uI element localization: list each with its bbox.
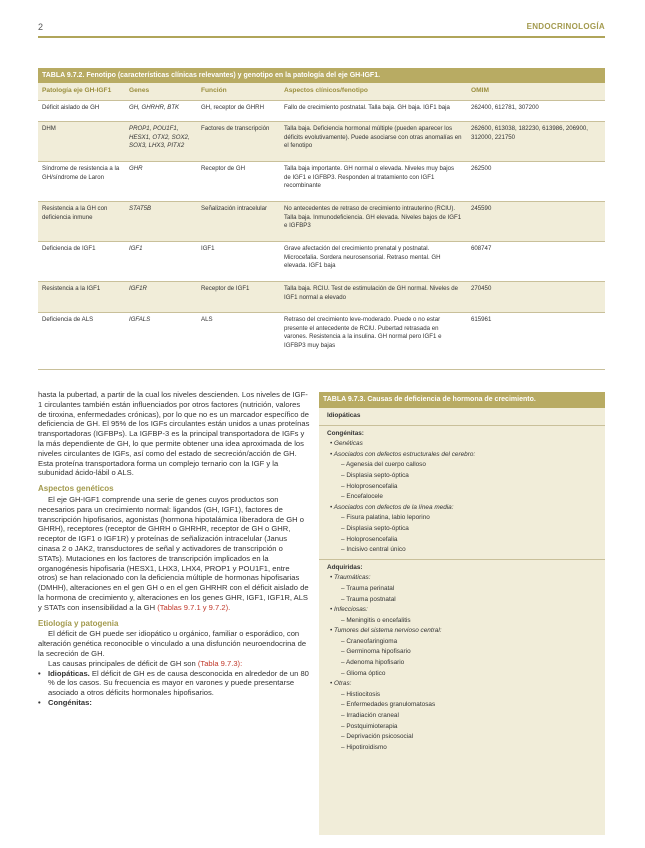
heading-etiology: Etiología y patogenia [38, 618, 119, 628]
table-reference-link[interactable]: (Tabla 9.7.3): [197, 658, 243, 668]
phenotype-table [38, 68, 605, 370]
cell-clinical: No antecedentes de retraso de crecimiento intrauterino (RCIU). Talla baja. Inmunodeficiencia. GH elevada. Niveles bajos de IGF1 e IGFBP3 [284, 205, 462, 230]
cell-function: Receptor de GH [201, 165, 246, 172]
cell-genes: IGF1R [129, 285, 147, 292]
cell-omim: 245590 [471, 205, 492, 212]
list-subitem: – Displasia septo-óptica [341, 524, 409, 532]
table-caption: TABLA 9.7.3. Causas de deficiencia de hormona de crecimiento. [319, 392, 605, 408]
cell-clinical: Talla baja. RCIU. Test de estimulación de GH normal. Niveles de IGF1 normal a elevado [284, 285, 458, 301]
table-reference-link[interactable]: (Tablas 9.7.1 y 9.7.2). [157, 602, 231, 612]
table-row [38, 241, 605, 281]
list-subitem: – Adenoma hipofisario [341, 659, 405, 667]
cell-omim: 270450 [471, 285, 492, 292]
list-subitem: – Postquimioterapia [341, 722, 398, 730]
list-subitem: – Holoprosencefalia [341, 535, 398, 543]
main-text-column [38, 390, 310, 708]
paragraph: hasta la pubertad, a partir de la cual los niveles descienden. Los niveles de IGF-1 circulantes también están influenciados por otros factores (nutrición, valores de tiroxina, enfermedades crónicas), por lo que no es un marcador específico de deficiencia de GH. El 95% de los IGFs circulantes están unidos a unas proteínas transportadoras (IGFBPs). La IGFBP-3 es la principal transportadora de IGFs y la más dependiente de GH, lo que permite obtener una idea aproximada de los niveles circulantes de IGFs, así como del estado de secreción/acción de GH. Esta proteína transportadora forma un complejo ternario con la IGF y la subunidad ácido-lábil o ALS. [38, 390, 310, 478]
cell-function: ALS [201, 316, 213, 323]
list-subitem: – Irradiación craneal [341, 712, 399, 720]
cell-pathology: Resistencia a la IGF1 [42, 285, 101, 292]
cell-pathology: Deficiencia de IGF1 [42, 245, 96, 252]
table-caption: TABLA 9.7.2. Fenotipo (características clínicas relevantes) y genotipo en la patología del eje GH-IGF1. [38, 68, 605, 83]
causes-table [319, 392, 605, 835]
cell-clinical: Talla baja importante. GH normal o elevada. Niveles muy bajos de IGF1 e IGFBP3. Responden al tratamiento con IGF1 recombinante [284, 165, 455, 190]
section-title: ENDOCRINOLOGÍA [526, 22, 605, 31]
table-row [38, 281, 605, 312]
list-subitem: – Craneofaringioma [341, 637, 398, 645]
cell-omim: 608747 [471, 245, 492, 252]
cell-pathology: Déficit aislado de GH [42, 104, 100, 111]
list-item: • Asociados con defectos de la línea media: [330, 503, 454, 511]
cell-function: GH, receptor de GHRH [201, 104, 264, 111]
list-subitem: – Enfermedades granulomatosas [341, 701, 436, 709]
list-subitem: – Histiocitosis [341, 690, 381, 698]
list-subitem: – Fisura palatina, labio leporino [341, 514, 430, 522]
list-subitem: – Deprivación psicosocial [341, 733, 414, 741]
list-subitem: – Hipotiroidismo [341, 743, 387, 751]
cell-clinical: Fallo de crecimiento postnatal. Talla baja. GH baja. IGF1 baja [284, 104, 450, 111]
list-item: • Otras: [330, 680, 352, 688]
cell-genes: IGFALS [129, 316, 151, 323]
list-subitem: – Glioma óptico [341, 669, 386, 677]
cell-function: IGF1 [201, 245, 215, 252]
table-row [38, 201, 605, 241]
list-item: • Congénitas: [38, 698, 310, 708]
cell-genes: STAT5B [129, 205, 152, 212]
list-subitem: – Germinoma hipofisario [341, 648, 411, 656]
list-subitem: – Trauma postnatal [341, 595, 396, 603]
list-item: • Traumáticas: [330, 574, 371, 582]
paragraph: El eje GH-IGF1 comprende una serie de genes cuyos productos son necesarios para un crecimiento normal: ligandos (GH, IGF1), factores de transcripción hipofisarios, agonistas (hormona hipotalámica liberadora de GH o GHRH), receptores (receptor de GHRH o GHRHR, receptor de GH o GHR, receptor de IGF1 o IGF1R) y proteínas de señalización intracelular (Janus cinasa 2 o JAK2, transductores de señal y activadores de transcripción o STATs). Mutaciones en los factores de transcripción implicados en la organogénesis hipofisaria (HESX1, LHX3, LHX4, PROP1 y POU1F1, entre otros) se han relacionado con la deficiencia múltiple de hormonas hipofisarias (DMHH), alteraciones en el gen GH o en el gen GHRHR con el déficit aislado de la hormona de crecimiento y, alteraciones en los genes GHR, IGF1, IGF1R, ALS y STATs con insensibilidad a la GH (Tablas 9.7.1 y 9.7.2). [38, 494, 309, 612]
col-pathology: Patología eje GH-IGF1 [42, 87, 112, 94]
col-clinical: Aspectos clínicos/fenotipo [284, 87, 368, 94]
cell-genes: PROP1, POU1F1, HESX1, OTX2, SOX2, SOX3, LHX3, PITX2 [129, 125, 190, 150]
table-row [38, 100, 605, 121]
list-subitem: – Encefalocele [341, 493, 383, 501]
cell-omim: 615961 [471, 316, 492, 323]
list-subitem: – Agenesia del cuerpo calloso [341, 461, 426, 469]
table-row [38, 121, 605, 161]
list-item: • Asociados con defectos estructurales del cerebro: [330, 450, 476, 458]
list-item: • Genéticas [330, 440, 363, 448]
col-function: Función [201, 87, 227, 94]
list-item: • Infecciosas: [330, 606, 368, 614]
page-header [38, 22, 605, 38]
group-congenital: Congénitas: [327, 429, 364, 437]
table-header [38, 83, 605, 100]
cell-pathology: DHM [42, 125, 56, 132]
list-subitem: – Incisivo central único [341, 546, 406, 554]
cell-clinical: Retraso del crecimiento leve-moderado. Puede o no estar presente el antecedente de RCIU. Pubertad retrasada en varones. Resistencia a la insulina. GH normal pero IGF1 e IGFBP3 muy bajas [284, 316, 442, 349]
table-row [38, 312, 605, 369]
list-subitem: – Holoprosencefalia [341, 482, 398, 490]
paragraph: Las causas principales de déficit de GH son (Tabla 9.7.3): [48, 658, 243, 668]
page-number: 2 [38, 22, 44, 32]
cell-genes: IGF1 [129, 245, 143, 252]
col-genes: Genes [129, 87, 150, 94]
list-subitem: – Meningitis o encefalitis [341, 616, 411, 624]
cell-genes: GHR [129, 165, 143, 172]
cell-function: Factores de transcripción [201, 125, 270, 132]
list-subitem: – Displasia septo-óptica [341, 471, 409, 479]
cell-clinical: Talla baja. Deficiencia hormonal múltiple (pueden aparecer los déficits evolutivamente). Puede asociarse con otras anomalías en el fenotipo [284, 125, 462, 150]
paragraph: El déficit de GH puede ser idiopático u orgánico, familiar o esporádico, con alteración genética reconocible o vinculado a una disfunción neuroendocrina de la secreción de GH. [38, 629, 307, 658]
cell-function: Receptor de IGF1 [201, 285, 250, 292]
col-omim: OMIM [471, 87, 489, 94]
cell-function: Señalización intracelular [201, 205, 268, 212]
cell-clinical: Grave afectación del crecimiento prenatal y postnatal. Microcefalia. Sordera neurosensorial. Retraso mental. GH elevada. IGF1 baja [284, 245, 441, 270]
group-idiopathic: Idiopáticas [327, 412, 361, 419]
table-row [38, 161, 605, 201]
cell-omim: 262400, 612781, 307200 [471, 104, 539, 111]
list-item: • Tumores del sistema nervioso central: [330, 627, 442, 635]
cell-omim: 262500 [471, 165, 492, 172]
cell-genes: GH, GHRHR, BTK [129, 104, 180, 111]
list-subitem: – Trauma perinatal [341, 584, 395, 592]
cell-pathology: Síndrome de resistencia a la GH/síndrome de Laron [42, 165, 120, 181]
cell-pathology: Resistencia a la GH con deficiencia inmune [42, 205, 108, 221]
cell-pathology: Deficiencia de ALS [42, 316, 94, 323]
heading-genetics: Aspectos genéticos [38, 484, 114, 494]
list-item: • Idiopáticas. El déficit de GH es de causa desconocida en alrededor de un 80 % de los casos. Su frecuencia es mayor en varones y puede presentarse asociado a otros déficits hormonales hipofisarios. [38, 669, 310, 698]
cell-omim: 262600, 613038, 182230, 613986, 206900, 312000, 221750 [471, 125, 588, 141]
group-acquired: Adquiridas: [327, 563, 363, 571]
